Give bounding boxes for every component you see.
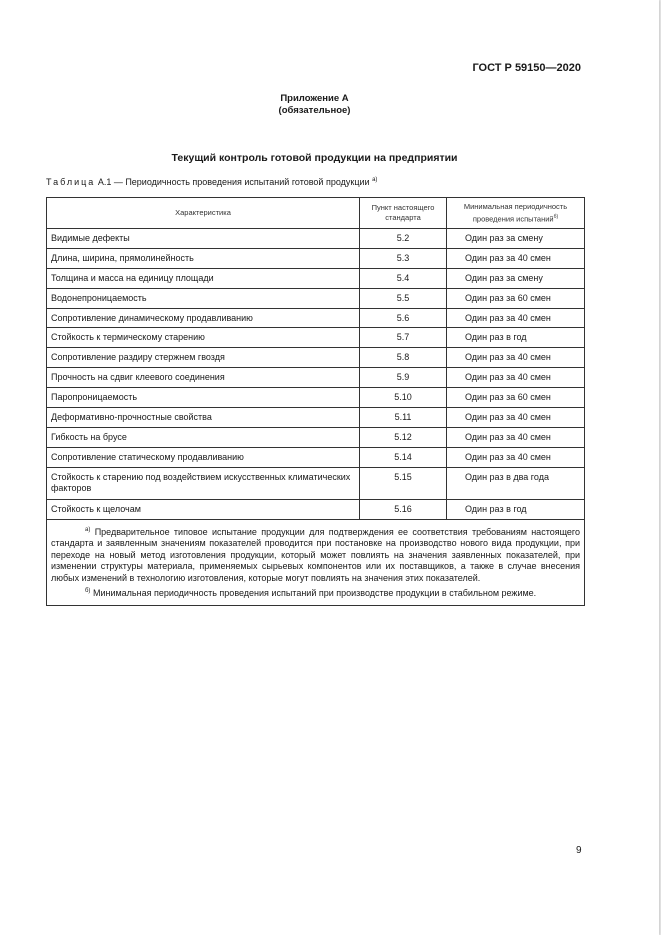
clause-cell: 5.15	[360, 467, 447, 499]
table-row	[47, 229, 585, 249]
table-caption	[46, 177, 377, 187]
document-id: ГОСТ Р 59150—2020	[472, 62, 581, 74]
appendix-heading	[0, 93, 629, 117]
characteristic-cell: Толщина и масса на единицу площади	[47, 268, 360, 288]
characteristic-cell: Длина, ширина, прямолинейность	[47, 248, 360, 268]
footnote-a-text: Предварительное типовое испытание продукции для подтверждения ее соответствия требованиям настоящего стандарта и заявленным значениям показателей проводится при постановке на производство нового вида продукции, при переходе на новый метод изготовления продукции, который может повлиять на значения заявленных показателей, при изменении структуры материала, применяемых сырьевых компонентов или их поставщиков, а также в случае внесения любых изменений в технологию изготовления, которые могут повлиять на значения этих показателей.	[51, 526, 580, 583]
header-characteristic: Характеристика	[47, 198, 360, 229]
table-row	[47, 447, 585, 467]
table-row	[47, 268, 585, 288]
clause-cell: 5.6	[360, 308, 447, 328]
test-frequency-table	[46, 197, 585, 606]
clause-cell: 5.11	[360, 408, 447, 428]
table-caption-text: — Периодичность проведения испытаний готовой продукции	[111, 177, 370, 187]
clause-cell: 5.2	[360, 229, 447, 249]
table-caption-prefix: Таблица	[46, 177, 96, 187]
characteristic-cell: Сопротивление динамическому продавливанию	[47, 308, 360, 328]
period-cell: Один раз за 40 смен	[447, 368, 585, 388]
table-row	[47, 328, 585, 348]
period-cell: Один раз за 40 смен	[447, 408, 585, 428]
characteristic-cell: Стойкость к щелочам	[47, 499, 360, 519]
table-row	[47, 368, 585, 388]
footnote-b-mark: б)	[85, 587, 91, 594]
period-cell: Один раз за 40 смен	[447, 248, 585, 268]
page-number: 9	[576, 845, 582, 856]
characteristic-cell: Стойкость к термическому старению	[47, 328, 360, 348]
table-notes-row	[47, 519, 585, 606]
characteristic-cell: Прочность на сдвиг клеевого соединения	[47, 368, 360, 388]
table-body	[47, 229, 585, 520]
period-cell: Один раз в год	[447, 499, 585, 519]
footnote-a-mark: а)	[85, 526, 91, 533]
table-caption-number: А.1	[97, 177, 112, 187]
characteristic-cell: Стойкость к старению под воздействием искусственных климатических факторов	[47, 467, 360, 499]
appendix-title: Приложение А	[280, 93, 349, 104]
clause-cell: 5.3	[360, 248, 447, 268]
table-row	[47, 467, 585, 499]
clause-cell: 5.4	[360, 268, 447, 288]
clause-cell: 5.5	[360, 288, 447, 308]
characteristic-cell: Водонепроницаемость	[47, 288, 360, 308]
footnote-a	[51, 525, 580, 585]
table-row	[47, 288, 585, 308]
clause-cell: 5.10	[360, 388, 447, 408]
header-period-footnote-mark: б)	[553, 213, 559, 220]
table-header-row	[47, 198, 585, 229]
characteristic-cell: Деформативно-прочностные свойства	[47, 408, 360, 428]
period-cell: Один раз за 40 смен	[447, 308, 585, 328]
table-row	[47, 388, 585, 408]
period-cell: Один раз в год	[447, 328, 585, 348]
characteristic-cell: Сопротивление статическому продавливанию	[47, 447, 360, 467]
table-notes	[47, 519, 585, 606]
header-period	[447, 198, 585, 229]
table-caption-footnote-mark: а)	[372, 177, 378, 183]
clause-cell: 5.9	[360, 368, 447, 388]
clause-cell: 5.8	[360, 348, 447, 368]
table-row	[47, 248, 585, 268]
section-title: Текущий контроль готовой продукции на предприятии	[171, 152, 458, 164]
period-cell: Один раз за 40 смен	[447, 427, 585, 447]
period-cell: Один раз за 60 смен	[447, 388, 585, 408]
characteristic-cell: Гибкость на брусе	[47, 427, 360, 447]
table-row	[47, 348, 585, 368]
header-clause: Пункт настоящего стандарта	[360, 198, 447, 229]
table-row	[47, 308, 585, 328]
header-period-text: Минимальная периодичность проведения испытаний	[463, 201, 568, 224]
table-row	[47, 499, 585, 519]
period-cell: Один раз за 40 смен	[447, 348, 585, 368]
appendix-status: (обязательное)	[278, 105, 351, 116]
period-cell: Один раз в два года	[447, 467, 585, 499]
clause-cell: 5.7	[360, 328, 447, 348]
period-cell: Один раз за смену	[447, 268, 585, 288]
period-cell: Один раз за смену	[447, 229, 585, 249]
period-cell: Один раз за 60 смен	[447, 288, 585, 308]
table-row	[47, 427, 585, 447]
characteristic-cell: Сопротивление раздиру стержнем гвоздя	[47, 348, 360, 368]
clause-cell: 5.12	[360, 427, 447, 447]
table-row	[47, 408, 585, 428]
clause-cell: 5.14	[360, 447, 447, 467]
characteristic-cell: Паропроницаемость	[47, 388, 360, 408]
footnote-b	[51, 586, 580, 600]
footnote-b-text: Минимальная периодичность проведения испытаний при производстве продукции в стабильном режиме.	[92, 587, 537, 598]
period-cell: Один раз за 40 смен	[447, 447, 585, 467]
clause-cell: 5.16	[360, 499, 447, 519]
characteristic-cell: Видимые дефекты	[47, 229, 360, 249]
